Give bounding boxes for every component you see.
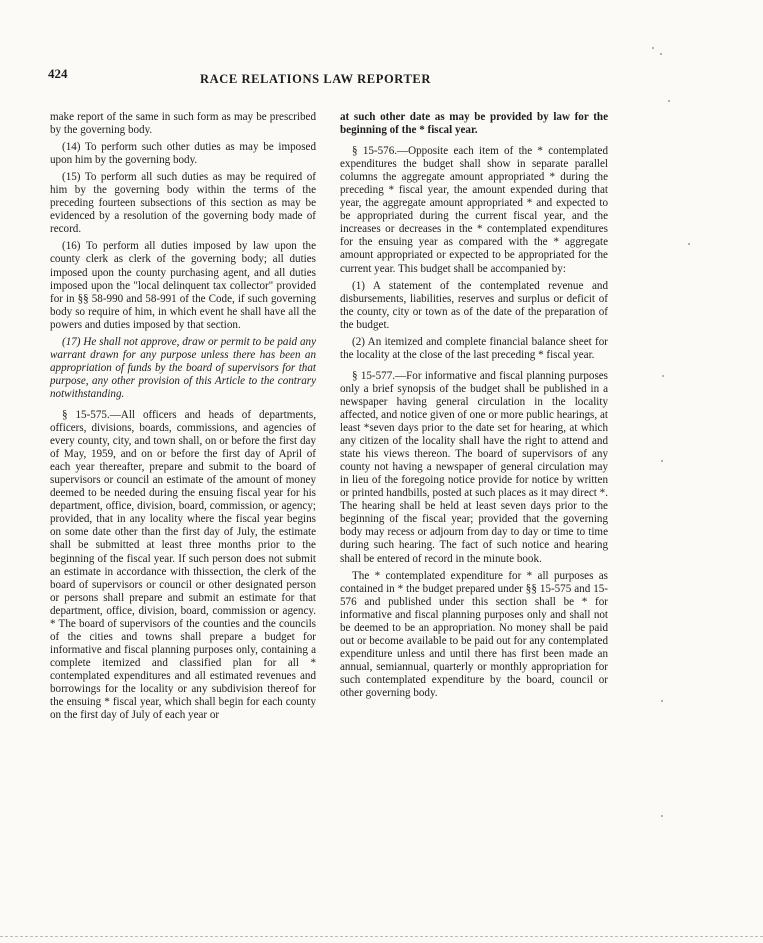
paragraph: The * contemplated expenditure for * all purposes as contained in * the budget prepared under §§ 15-575 and 15-576 and published under this section shall be * for informative and fiscal planning purposes only and shall not be deemed to be an appropriation. No money shall be paid out or become available to be paid out for any contemplated expenditure unless and until there has first been made an annual, semiannual, quarterly or monthly appropriation for such contemplated expenditure by the board, council or other governing body. [340,569,608,699]
paragraph: § 15-576.—Opposite each item of the * contemplated expenditures the budget shall show in separate parallel columns the aggregate amount appropriated * during the preceding * fiscal year, the amount expended during that year, the aggregate amount appropriated * and expected to be appropriated during the current fiscal year, and the increases or decreases in the * contemplated expenditures for the ensuing year as compared with the * aggregate amount appropriated or expected to be appropriated for the current year. This budget shall be accompanied by: [340,145,608,275]
paragraph: at such other date as may be provided by law for the beginning of the * fiscal year. [340,111,608,137]
scan-speck [660,53,662,55]
scan-speck [668,100,670,102]
left-column [50,111,316,726]
scan-speck [661,815,663,817]
page-number: 424 [48,66,68,81]
paragraph: § 15-575.—All officers and heads of departments, officers, divisions, boards, commissions, and agencies of every county, city, and town shall, on or before the first day of May, 1959, and on or before the first day of April of each year thereafter, prepare and submit to the board of supervisors or council an estimate of the amount of money deemed to be needed during the ensuing fiscal year for his department, office, division, board, commission, or agency; provided, that in any locality where the fiscal year begins on some date other than the first day of July, the estimate shall be submitted at least three months prior to the beginning of the fiscal year. If such person does not submit an estimate in accordance with thissection, the clerk of the board of supervisors or council or other designated person or persons shall prepare and submit an estimate for that department, office, division, board, commission or agency. * The board of supervisors of the counties and the councils of the cities and towns shall prepare a budget for informative and fiscal planning purposes only, containing a complete itemized and classified plan for all * contemplated expenditures and all estimated revenues and borrowings for the locality or any subdivision thereof for the ensuing * fiscal year, which shall begin for each county on the first day of July of each year or [50,408,316,722]
running-head: RACE RELATIONS LAW REPORTER [200,72,431,86]
scan-speck [688,243,690,245]
paragraph: § 15-577.—For informative and fiscal planning purposes only a brief synopsis of the budget shall be published in a newspaper having general circulation in the locality affected, and notice given of one or more public hearings, at least *seven days prior to the date set for hearing, at which any citizen of the locality shall have the right to attend and state his views thereon. The board of supervisors of any county not having a newspaper of general circulation may in lieu of the foregoing notice provide for notice by written or printed handbills, posted at such places as it may direct *. The hearing shall be held at least seven days prior to the beginning of the fiscal year; provided that the governing body may recess or adjourn from day to day or time to time during such hearing. The fact of such notice and hearing shall be entered of record in the minute book. [340,369,608,565]
scan-speck [662,375,664,377]
scan-speck [652,47,654,49]
paragraph: make report of the same in such form as may be prescribed by the governing body. [50,111,316,137]
right-column [340,111,608,704]
scan-speck [661,700,663,702]
paragraph: (17) He shall not approve, draw or permit to be paid any warrant drawn for any purpose unless there has been an appropriation of funds by the board of supervisors for that purpose, any other provision of this Article to the contrary notwithstanding. [50,335,316,400]
scan-speck [661,460,663,462]
paragraph: (14) To perform such other duties as may be imposed upon him by the governing body. [50,141,316,167]
paragraph: (16) To perform all duties imposed by law upon the county clerk as clerk of the governing body; all duties imposed upon the county purchasing agent, and all duties imposed upon the "local delinquent tax collector" provided for in §§ 58-990 and 58-991 of the Code, if such governing body so require of him, in which event he shall have all the powers and duties imposed by that section. [50,240,316,331]
paragraph: (1) A statement of the contemplated revenue and disbursements, liabilities, reserves and surplus or deficit of the county, city or town as of the date of the preparation of the budget. [340,279,608,331]
scan-edge [0,936,763,938]
paragraph: (2) An itemized and complete financial balance sheet for the locality at the close of the last preceding * fiscal year. [340,335,608,361]
paragraph: (15) To perform all such duties as may be required of him by the governing body within the terms of the preceding fourteen subsections of this section as may be evidenced by a resolution of the governing body made of record. [50,171,316,236]
